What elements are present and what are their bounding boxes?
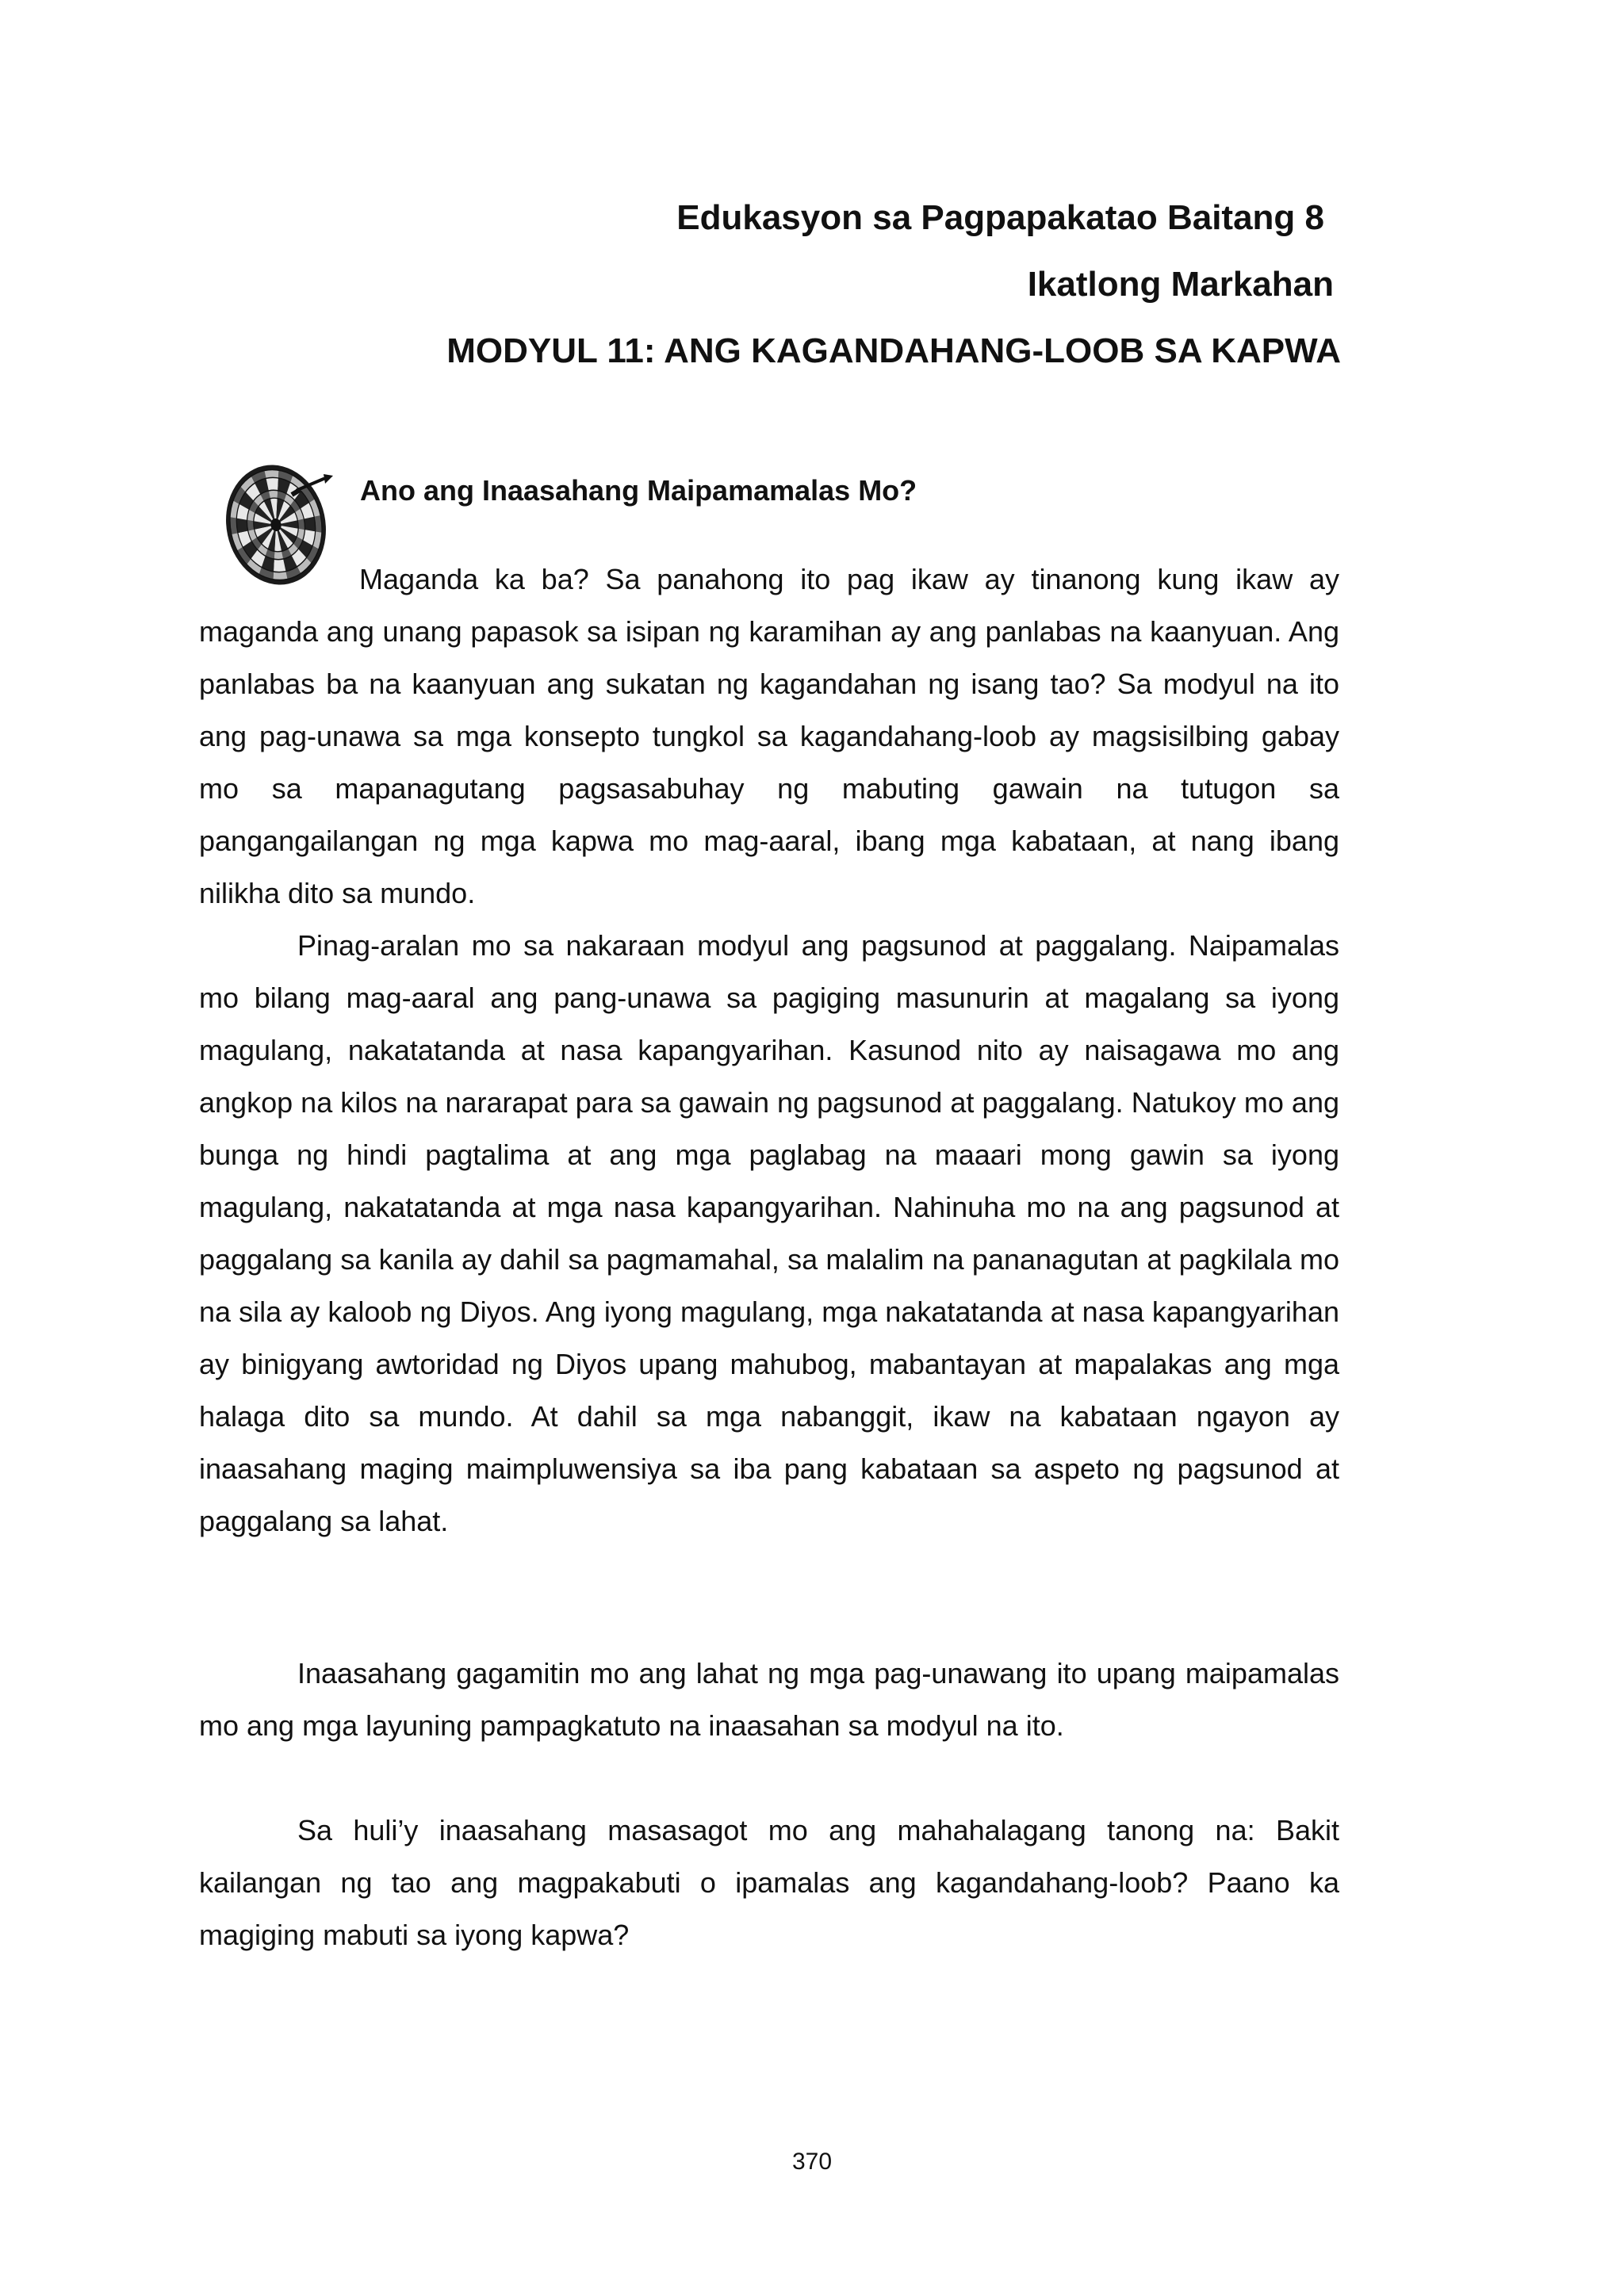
quarter-title: Ikatlong Markahan <box>1027 265 1334 304</box>
previous-module-paragraph: Pinag-aralan mo sa nakaraan modyul ang pagsunod at paggalang. Naipamalas mo bilang mag-aaral ang pang-unawa sa pagiging masunurin at magalang sa iyong magulang, nakatatanda at nasa kapangyarihan. Kasunod nito ay naisagawa mo ang angkop na kilos na nararapat para sa gawain ng pagsunod at paggalang. Natukoy mo ang bunga ng hindi pagtalima at ang mga paglabag na maaari mong gawin sa iyong magulang, nakatatanda at mga nasa kapangyarihan. Nahinuha mo na ang pagsunod at paggalang sa kanila ay dahil sa pagmamahal, sa malalim na pananagutan at pagkilala mo na sila ay kaloob ng Diyos. Ang iyong magulang, mga nakatatanda at nasa kapangyarihan ay binigyang awtoridad ng Diyos upang mahubog, mabantayan at mapalakas ang mga halaga dito sa mundo. At dahil sa mga nabanggit, ikaw na kabataan ngayon ay inaasahang maging maimpluwensiya sa iba pang kabataan sa aspeto ng pagsunod at paggalang sa lahat. <box>199 929 1339 1537</box>
section-heading: Ano ang Inaasahang Maipamamalas Mo? <box>360 474 917 507</box>
objectives-paragraph: Inaasahang gagamitin mo ang lahat ng mga pag-unawang ito upang maipamalas mo ang mga layuning pampagkatuto na inaasahan sa modyul na ito. <box>199 1657 1339 1742</box>
intro-paragraph: Maganda ka ba? Sa panahong ito pag ikaw ay tinanong kung ikaw ay maganda ang unang papasok sa isipan ng karamihan ay ang panlabas na kaanyuan. Ang panlabas ba na kaanyuan ang sukatan ng kagandahan ng isang tao? Sa modyul na ito ang pag-unawa sa mga konsepto tungkol sa kagandahang-loob ay magsisilbing gabay mo sa mapanagutang pagsasabuhay ng mabuting gawain na tutugon sa pangangailangan ng mga kapwa mo mag-aaral, ibang mga kabataan, at nang ibang nilikha dito sa mundo. <box>199 563 1339 909</box>
module-title: MODYUL 11: ANG KAGANDAHANG-LOOB SA KAPWA <box>446 331 1341 370</box>
essential-question-paragraph: Sa huli’y inaasahang masasagot mo ang mahahalagang tanong na: Bakit kailangan ng tao ang magpakabuti o ipamalas ang kagandahang-loob? Paano ka magiging mabuti sa iyong kapwa? <box>199 1814 1339 1951</box>
page-number: 370 <box>791 2149 833 2175</box>
subject-title: Edukasyon sa Pagpapakatao Baitang 8 <box>676 198 1324 237</box>
